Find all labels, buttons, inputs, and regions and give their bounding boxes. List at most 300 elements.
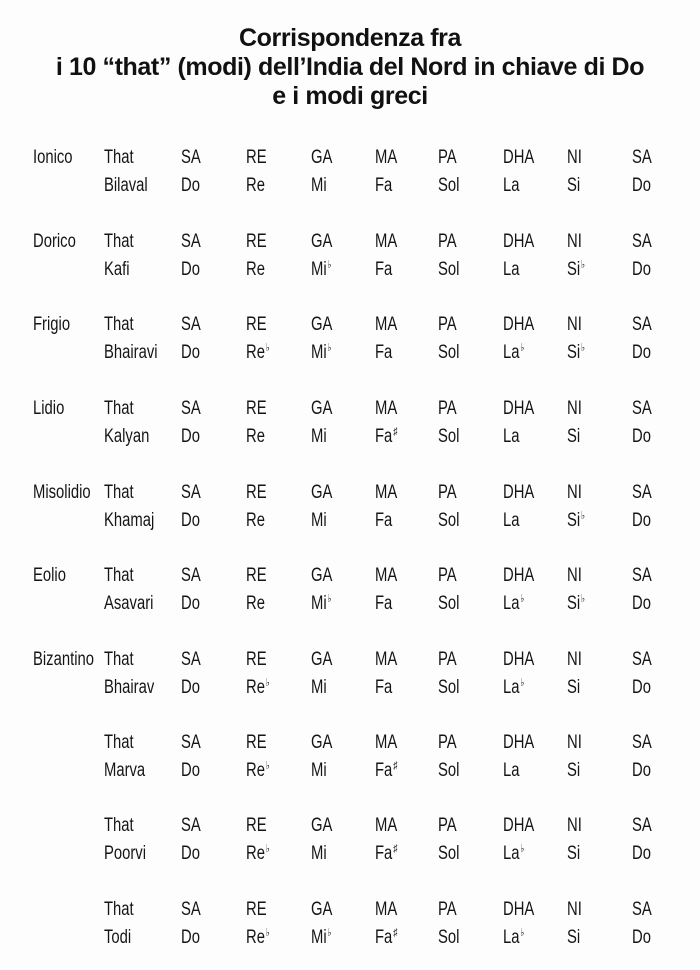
that-name: Kalyan xyxy=(104,426,150,447)
table-row xyxy=(0,145,700,201)
note-name: Do xyxy=(632,927,651,948)
note-cell xyxy=(311,508,327,534)
note-cell xyxy=(632,591,652,617)
table-row xyxy=(0,813,700,869)
sargam-cell: MA xyxy=(375,732,398,753)
greek-mode: Ionico xyxy=(33,147,73,168)
sargam-cell: SA xyxy=(181,147,201,168)
note-name: Re xyxy=(246,259,265,280)
notes-line xyxy=(0,591,700,617)
note-name: La xyxy=(503,677,520,698)
title-line-2: i 10 “that” (modi) dell’India del Nord in chiave di Do xyxy=(55,53,645,81)
note-name: Si xyxy=(567,259,581,280)
note-cell xyxy=(311,173,327,199)
note-name: Do xyxy=(632,175,651,196)
note-cell xyxy=(311,340,331,366)
accidental: ♭ xyxy=(327,259,332,271)
sargam-cell: SA xyxy=(181,231,201,252)
note-name: Mi xyxy=(311,927,327,948)
note-name: Re xyxy=(246,510,265,531)
that-name: Poorvi xyxy=(104,843,147,864)
note-name: Sol xyxy=(438,677,460,698)
note-name: Fa xyxy=(375,510,393,531)
sargam-cell: DHA xyxy=(503,899,535,920)
that-name: Todi xyxy=(104,927,132,948)
that-name: Kafi xyxy=(104,259,130,280)
note-name: Fa xyxy=(375,593,393,614)
note-name: Fa xyxy=(375,843,393,864)
note-cell xyxy=(181,340,201,366)
note-cell xyxy=(311,925,331,951)
sargam-cell: MA xyxy=(375,147,398,168)
sargam-cell: DHA xyxy=(503,482,535,503)
note-name: Si xyxy=(567,927,581,948)
note-name: Si xyxy=(567,342,581,363)
note-name: Do xyxy=(632,677,651,698)
note-cell xyxy=(438,424,460,450)
note-name: Do xyxy=(632,510,651,531)
note-cell xyxy=(567,675,581,701)
note-cell xyxy=(311,675,327,701)
sargam-cell: DHA xyxy=(503,649,535,670)
note-name: Do xyxy=(181,342,200,363)
sargam-cell: SA xyxy=(181,314,201,335)
greek-mode: Misolidio xyxy=(33,482,91,503)
title-line-3: e i modi greci xyxy=(272,82,428,110)
note-cell xyxy=(246,257,266,283)
note-name: Do xyxy=(181,426,200,447)
sargam-cell: NI xyxy=(567,314,582,335)
note-cell xyxy=(503,841,524,867)
sargam-cell: SA xyxy=(632,482,652,503)
sargam-cell: RE xyxy=(246,565,267,586)
note-name: Sol xyxy=(438,510,460,531)
note-cell xyxy=(375,925,397,951)
sargam-cell: PA xyxy=(438,649,457,670)
that-name: Marva xyxy=(104,760,146,781)
note-name: Si xyxy=(567,843,581,864)
note-name: La xyxy=(503,593,520,614)
note-cell xyxy=(181,257,201,283)
note-cell xyxy=(503,925,524,951)
sargam-cell: GA xyxy=(311,732,333,753)
sargam-line xyxy=(0,897,700,923)
sargam-line xyxy=(0,396,700,422)
accidental: ♭ xyxy=(520,593,525,605)
note-cell xyxy=(503,257,520,283)
note-name: Mi xyxy=(311,677,327,698)
sargam-cell: MA xyxy=(375,398,398,419)
note-name: La xyxy=(503,426,520,447)
note-cell xyxy=(375,841,397,867)
note-name: Do xyxy=(632,593,651,614)
that-name: Khamaj xyxy=(104,510,155,531)
note-cell xyxy=(246,675,270,701)
note-name: Do xyxy=(632,760,651,781)
note-cell xyxy=(567,340,585,366)
sargam-cell: PA xyxy=(438,231,457,252)
table-row xyxy=(0,563,700,619)
that-label: That xyxy=(104,231,134,252)
sargam-cell: RE xyxy=(246,899,267,920)
that-label: That xyxy=(104,899,134,920)
sargam-cell: PA xyxy=(438,482,457,503)
note-name: Mi xyxy=(311,342,327,363)
note-name: Fa xyxy=(375,677,393,698)
sargam-cell: MA xyxy=(375,314,398,335)
sargam-line xyxy=(0,813,700,839)
note-cell xyxy=(503,675,524,701)
greek-mode: Eolio xyxy=(33,565,66,586)
note-name: Fa xyxy=(375,760,393,781)
note-name: Si xyxy=(567,760,581,781)
note-cell xyxy=(246,340,270,366)
note-name: Mi xyxy=(311,175,327,196)
sargam-cell: RE xyxy=(246,231,267,252)
sargam-cell: MA xyxy=(375,649,398,670)
accidental: ♭ xyxy=(327,927,332,939)
note-cell xyxy=(375,675,393,701)
sargam-cell: RE xyxy=(246,314,267,335)
sargam-cell: NI xyxy=(567,482,582,503)
sargam-cell: SA xyxy=(181,398,201,419)
note-name: La xyxy=(503,927,520,948)
that-label: That xyxy=(104,815,134,836)
sargam-cell: NI xyxy=(567,649,582,670)
note-name: Do xyxy=(632,342,651,363)
accidental: ♭ xyxy=(265,342,270,354)
note-cell xyxy=(181,173,201,199)
sargam-cell: PA xyxy=(438,732,457,753)
notes-line xyxy=(0,841,700,867)
sargam-cell: SA xyxy=(632,649,652,670)
sargam-line xyxy=(0,730,700,756)
note-name: Do xyxy=(632,843,651,864)
accidental: ♭ xyxy=(265,677,270,689)
that-name: Bhairav xyxy=(104,677,155,698)
note-cell xyxy=(181,424,201,450)
sargam-cell: RE xyxy=(246,482,267,503)
that-name: Bhairavi xyxy=(104,342,158,363)
sargam-cell: SA xyxy=(181,565,201,586)
sargam-cell: NI xyxy=(567,732,582,753)
note-cell xyxy=(503,508,520,534)
sargam-cell: GA xyxy=(311,565,333,586)
note-name: Mi xyxy=(311,259,327,280)
note-cell xyxy=(632,758,652,784)
accidental: ♭ xyxy=(265,843,270,855)
note-cell xyxy=(181,591,201,617)
note-cell xyxy=(567,508,585,534)
greek-mode: Lidio xyxy=(33,398,65,419)
note-cell xyxy=(438,591,460,617)
note-name: Do xyxy=(181,259,200,280)
sargam-cell: SA xyxy=(181,815,201,836)
note-cell xyxy=(246,925,270,951)
note-name: Mi xyxy=(311,760,327,781)
note-name: Sol xyxy=(438,760,460,781)
sargam-cell: GA xyxy=(311,147,333,168)
sargam-cell: NI xyxy=(567,231,582,252)
note-cell xyxy=(567,173,581,199)
note-cell xyxy=(438,173,460,199)
sargam-cell: RE xyxy=(246,649,267,670)
note-name: Re xyxy=(246,342,265,363)
sargam-cell: GA xyxy=(311,899,333,920)
note-name: Sol xyxy=(438,843,460,864)
accidental: ♯ xyxy=(393,760,398,772)
note-name: Do xyxy=(181,760,200,781)
note-name: Mi xyxy=(311,426,327,447)
note-cell xyxy=(375,758,397,784)
accidental: ♭ xyxy=(580,593,586,605)
note-cell xyxy=(375,340,393,366)
note-cell xyxy=(438,925,460,951)
note-cell xyxy=(567,925,581,951)
accidental: ♭ xyxy=(580,510,586,522)
note-cell xyxy=(632,841,652,867)
table-row xyxy=(0,229,700,285)
note-cell xyxy=(181,758,201,784)
note-cell xyxy=(503,173,520,199)
note-cell xyxy=(375,257,393,283)
note-name: Fa xyxy=(375,426,393,447)
sargam-cell: DHA xyxy=(503,732,535,753)
note-cell xyxy=(181,508,201,534)
note-name: Si xyxy=(567,510,581,531)
accidental: ♭ xyxy=(520,843,525,855)
sargam-cell: SA xyxy=(632,815,652,836)
notes-line xyxy=(0,173,700,199)
note-name: Re xyxy=(246,593,265,614)
note-cell xyxy=(567,758,581,784)
note-cell xyxy=(438,508,460,534)
sargam-cell: SA xyxy=(632,147,652,168)
that-name: Asavari xyxy=(104,593,154,614)
note-name: Sol xyxy=(438,927,460,948)
note-cell xyxy=(567,424,581,450)
note-cell xyxy=(438,675,460,701)
note-name: Re xyxy=(246,760,265,781)
table-row xyxy=(0,312,700,368)
sargam-cell: PA xyxy=(438,815,457,836)
sargam-cell: RE xyxy=(246,732,267,753)
note-name: Mi xyxy=(311,510,327,531)
note-name: Do xyxy=(181,593,200,614)
sargam-cell: MA xyxy=(375,231,398,252)
sargam-cell: DHA xyxy=(503,565,535,586)
note-cell xyxy=(311,591,331,617)
sargam-cell: NI xyxy=(567,147,582,168)
note-cell xyxy=(246,591,266,617)
that-label: That xyxy=(104,482,134,503)
sargam-cell: NI xyxy=(567,398,582,419)
sargam-cell: PA xyxy=(438,147,457,168)
sargam-cell: PA xyxy=(438,314,457,335)
accidental: ♭ xyxy=(327,342,332,354)
sargam-cell: GA xyxy=(311,649,333,670)
note-name: Fa xyxy=(375,259,393,280)
that-name: Bilaval xyxy=(104,175,148,196)
sargam-cell: SA xyxy=(632,565,652,586)
note-name: Re xyxy=(246,426,265,447)
notes-line xyxy=(0,424,700,450)
note-name: La xyxy=(503,510,520,531)
that-label: That xyxy=(104,565,134,586)
note-name: Re xyxy=(246,843,265,864)
note-cell xyxy=(438,841,460,867)
note-cell xyxy=(375,424,397,450)
note-cell xyxy=(181,675,201,701)
note-cell xyxy=(632,508,652,534)
sargam-cell: DHA xyxy=(503,314,535,335)
notes-line xyxy=(0,758,700,784)
note-cell xyxy=(503,424,520,450)
accidental: ♭ xyxy=(580,342,586,354)
note-cell xyxy=(438,340,460,366)
note-cell xyxy=(311,257,331,283)
note-name: Do xyxy=(632,259,651,280)
accidental: ♭ xyxy=(265,760,270,772)
sargam-cell: SA xyxy=(632,398,652,419)
note-cell xyxy=(632,257,652,283)
note-cell xyxy=(311,424,327,450)
sargam-cell: PA xyxy=(438,899,457,920)
sargam-cell: GA xyxy=(311,482,333,503)
note-name: Fa xyxy=(375,342,393,363)
note-name: Mi xyxy=(311,843,327,864)
note-cell xyxy=(438,758,460,784)
note-name: Si xyxy=(567,175,581,196)
note-cell xyxy=(503,591,524,617)
sargam-line xyxy=(0,229,700,255)
sargam-cell: RE xyxy=(246,398,267,419)
sargam-line xyxy=(0,145,700,171)
sargam-line xyxy=(0,563,700,589)
sargam-cell: SA xyxy=(181,482,201,503)
note-name: Sol xyxy=(438,593,460,614)
note-name: Do xyxy=(181,843,200,864)
sargam-cell: PA xyxy=(438,565,457,586)
sargam-cell: MA xyxy=(375,565,398,586)
table-row xyxy=(0,480,700,536)
sargam-cell: SA xyxy=(632,314,652,335)
sargam-cell: SA xyxy=(632,231,652,252)
sargam-cell: GA xyxy=(311,815,333,836)
note-name: Do xyxy=(181,927,200,948)
note-cell xyxy=(375,591,393,617)
note-name: Re xyxy=(246,927,265,948)
note-cell xyxy=(246,758,270,784)
table-row xyxy=(0,730,700,786)
notes-line xyxy=(0,257,700,283)
accidental: ♭ xyxy=(520,927,525,939)
note-cell xyxy=(567,841,581,867)
note-name: Mi xyxy=(311,593,327,614)
accidental: ♭ xyxy=(265,927,270,939)
sargam-cell: SA xyxy=(632,732,652,753)
sargam-cell: MA xyxy=(375,482,398,503)
note-cell xyxy=(246,424,266,450)
note-name: Si xyxy=(567,593,581,614)
accidental: ♭ xyxy=(520,342,525,354)
sargam-line xyxy=(0,312,700,338)
note-name: Sol xyxy=(438,175,460,196)
sargam-cell: GA xyxy=(311,231,333,252)
sargam-line xyxy=(0,480,700,506)
note-cell xyxy=(632,675,652,701)
sargam-cell: RE xyxy=(246,815,267,836)
title-line-1: Corrispondenza fra xyxy=(239,24,461,52)
accidental: ♯ xyxy=(393,927,398,939)
note-name: Sol xyxy=(438,342,460,363)
note-cell xyxy=(503,758,520,784)
note-name: Fa xyxy=(375,927,393,948)
sargam-line xyxy=(0,647,700,673)
accidental: ♭ xyxy=(327,593,332,605)
that-label: That xyxy=(104,732,134,753)
notes-line xyxy=(0,508,700,534)
notes-line xyxy=(0,925,700,951)
note-name: La xyxy=(503,843,520,864)
note-cell xyxy=(567,591,585,617)
sargam-cell: DHA xyxy=(503,398,535,419)
that-label: That xyxy=(104,398,134,419)
sargam-cell: NI xyxy=(567,815,582,836)
note-cell xyxy=(632,173,652,199)
note-cell xyxy=(503,340,524,366)
note-name: La xyxy=(503,342,520,363)
table-row xyxy=(0,897,700,953)
note-name: Fa xyxy=(375,175,393,196)
sargam-cell: DHA xyxy=(503,815,535,836)
note-cell xyxy=(311,758,327,784)
note-cell xyxy=(438,257,460,283)
accidental: ♭ xyxy=(580,259,586,271)
note-name: La xyxy=(503,175,520,196)
note-cell xyxy=(246,173,266,199)
note-name: Si xyxy=(567,677,581,698)
note-cell xyxy=(567,257,585,283)
sargam-cell: DHA xyxy=(503,231,535,252)
sargam-cell: MA xyxy=(375,815,398,836)
note-cell xyxy=(246,841,270,867)
sargam-cell: DHA xyxy=(503,147,535,168)
note-cell xyxy=(181,841,201,867)
greek-mode: Frigio xyxy=(33,314,71,335)
note-cell xyxy=(181,925,201,951)
greek-mode: Bizantino xyxy=(33,649,94,670)
note-name: La xyxy=(503,259,520,280)
sargam-cell: SA xyxy=(181,732,201,753)
note-name: Do xyxy=(181,677,200,698)
accidental: ♭ xyxy=(520,677,525,689)
sargam-cell: NI xyxy=(567,899,582,920)
that-label: That xyxy=(104,147,134,168)
that-label: That xyxy=(104,314,134,335)
that-label: That xyxy=(104,649,134,670)
table-row xyxy=(0,396,700,452)
note-name: Do xyxy=(181,175,200,196)
note-cell xyxy=(311,841,327,867)
sargam-cell: NI xyxy=(567,565,582,586)
sargam-cell: GA xyxy=(311,398,333,419)
greek-mode: Dorico xyxy=(33,231,76,252)
note-cell xyxy=(246,508,266,534)
note-cell xyxy=(632,340,652,366)
accidental: ♯ xyxy=(393,426,398,438)
note-name: Do xyxy=(632,426,651,447)
